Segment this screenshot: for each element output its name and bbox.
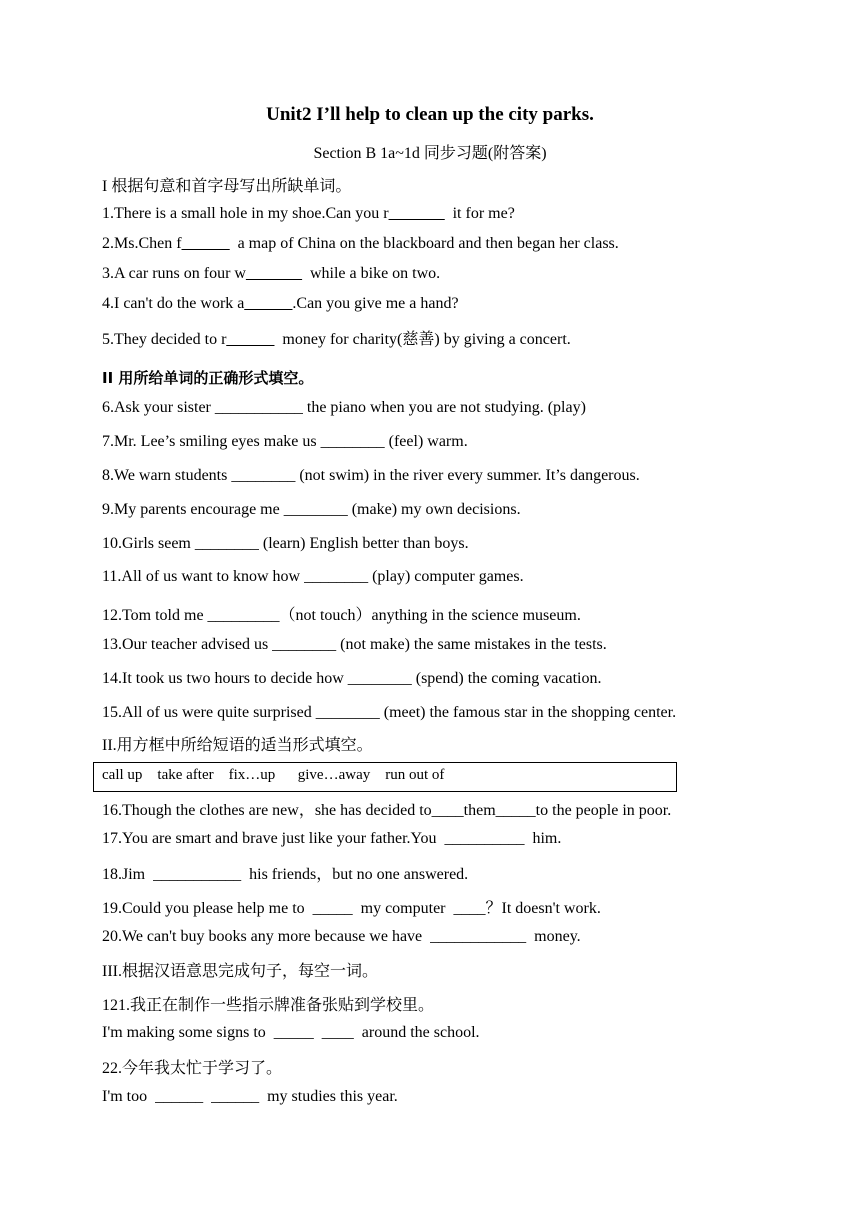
section2-heading: II 用所给单词的正确形式填空。 — [102, 369, 314, 387]
worksheet-subtitle: Section B 1a~1d 同步习题(附答案) — [313, 145, 547, 162]
section3-heading: II.用方框中所给短语的适当形式填空。 — [102, 737, 373, 754]
question-22-chinese: 22.今年我太忙于学习了。 — [102, 1060, 283, 1077]
q3-text-after: while a bike on two. — [301, 265, 441, 282]
question-18: 18.Jim ___________ his friends，but no one answered. — [102, 866, 469, 883]
q1-blank: _______ — [388, 205, 445, 222]
question-17: 17.You are smart and brave just like your father.You __________ him. — [102, 830, 562, 847]
q4-blank: ______ — [244, 295, 293, 312]
question-12: 12.Tom told me _________（not touch）anything in the science museum. — [102, 607, 581, 624]
question-8: 8.We warn students ________ (not swim) in the river every summer. It’s dangerous. — [102, 467, 640, 484]
q5-blank: ______ — [226, 331, 275, 348]
question-7: 7.Mr. Lee’s smiling eyes make us ________ (feel) warm. — [102, 433, 468, 450]
q2-text-before: 2.Ms.Chen f — [102, 235, 182, 252]
phrase-box — [93, 762, 677, 792]
question-22-english: I'm too ______ ______ my studies this year. — [102, 1088, 398, 1105]
question-14: 14.It took us two hours to decide how ________ (spend) the coming vacation. — [102, 670, 602, 687]
question-21-chinese: 121.我正在制作一些指示牌准备张贴到学校里。 — [102, 997, 435, 1014]
question-9: 9.My parents encourage me ________ (make) my own decisions. — [102, 501, 521, 518]
question-6: 6.Ask your sister ___________ the piano when you are not studying. (play) — [102, 399, 586, 416]
question-1 — [102, 205, 515, 223]
q3-blank: _______ — [245, 265, 302, 282]
q4-text-after: .Can you give me a hand? — [292, 295, 459, 312]
question-19: 19.Could you please help me to _____ my computer ____？It doesn't work. — [102, 900, 601, 917]
q5-text-after: money for charity(慈善) by giving a concert. — [274, 331, 571, 348]
q3-text-before: 3.A car runs on four w — [102, 265, 246, 282]
question-15: 15.All of us were quite surprised ________ (meet) the famous star in the shopping center. — [102, 704, 677, 721]
question-21-english: I'm making some signs to _____ ____ around the school. — [102, 1024, 480, 1041]
section4-heading: III.根据汉语意思完成句子，每空一词。 — [102, 963, 378, 980]
question-20: 20.We can't buy books any more because we have ____________ money. — [102, 928, 581, 945]
q1-text-before: 1.There is a small hole in my shoe.Can you r — [102, 205, 389, 222]
q5-text-before: 5.They decided to r — [102, 331, 227, 348]
phrase-box-text: call up take after fix…up give…away run out of — [102, 767, 445, 783]
question-2 — [102, 235, 619, 253]
worksheet-title: Unit2 I’ll help to clean up the city parks. — [266, 104, 594, 125]
q4-text-before: 4.I can't do the work a — [102, 295, 245, 312]
q1-text-after: it for me? — [444, 205, 515, 222]
question-5 — [102, 326, 571, 349]
section1-heading: I 根据句意和首字母写出所缺单词。 — [102, 178, 352, 195]
question-16: 16.Though the clothes are new，she has decided to____them_____to the people in poor. — [102, 802, 672, 819]
question-4 — [102, 295, 459, 313]
q2-blank: ______ — [181, 235, 230, 252]
question-11: 11.All of us want to know how ________ (play) computer games. — [102, 568, 524, 585]
question-10: 10.Girls seem ________ (learn) English better than boys. — [102, 535, 469, 552]
question-3 — [102, 265, 440, 283]
question-13: 13.Our teacher advised us ________ (not make) the same mistakes in the tests. — [102, 636, 607, 653]
q2-text-after: a map of China on the blackboard and then began her class. — [229, 235, 619, 252]
